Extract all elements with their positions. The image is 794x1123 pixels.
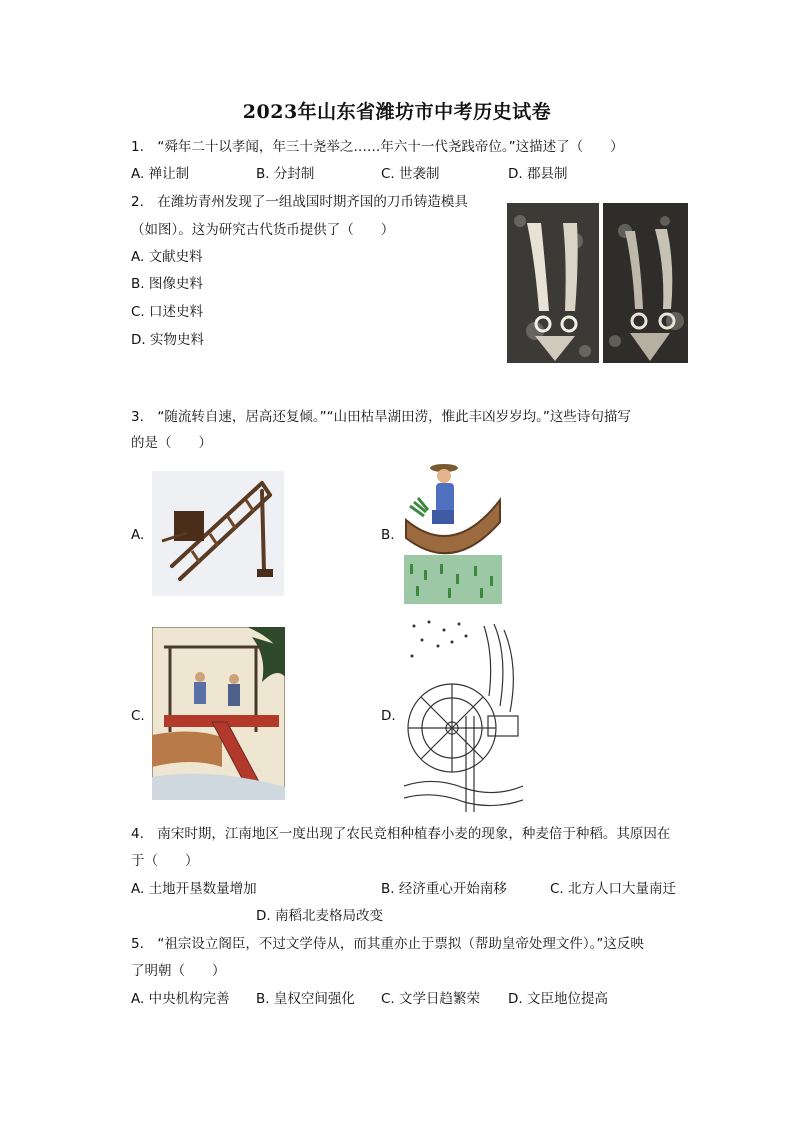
q3-option-a[interactable]: A. [131, 527, 145, 543]
q5-option-c[interactable]: C. 文学日趋繁荣 [381, 991, 481, 1007]
q1-stem: 1. “舜年二十以孝闻，年三十尧举之……年六十一代尧践帝位。”这描述了（ ） [131, 139, 624, 155]
q1-option-d[interactable]: D. 郡县制 [508, 166, 568, 182]
rice-seedling-boat-image [404, 460, 502, 604]
q2-stem-line2: （如图）。这为研究古代货币提供了（ ） [131, 222, 395, 238]
q4-stem-line2: 于（ ） [131, 853, 199, 869]
q4-option-d[interactable]: D. 南稻北麦格局改变 [256, 908, 383, 924]
dragon-backbone-waterwheel-image [152, 471, 284, 596]
q3-option-d[interactable]: D. [381, 708, 396, 724]
q4-option-c[interactable]: C. 北方人口大量南迁 [550, 881, 677, 897]
q3-option-c[interactable]: C. [131, 708, 145, 724]
q1-option-c[interactable]: C. 世袭制 [381, 166, 440, 182]
q5-option-d[interactable]: D. 文臣地位提高 [508, 991, 608, 1007]
q5-option-b[interactable]: B. 皇权空间强化 [256, 991, 355, 1007]
q4-option-b[interactable]: B. 经济重心开始南移 [381, 881, 507, 897]
q1-option-b[interactable]: B. 分封制 [256, 166, 315, 182]
tube-waterwheel-woodcut-image [404, 616, 523, 812]
q2-option-b[interactable]: B. 图像史料 [131, 276, 203, 292]
q5-option-a[interactable]: A. 中央机构完善 [131, 991, 230, 1007]
q3-stem-line2: 的是（ ） [131, 435, 212, 451]
q2-stem-line1: 2. 在潍坊青州发现了一组战国时期齐国的刀币铸造模具 [131, 194, 468, 210]
q4-stem-line1: 4. 南宋时期，江南地区一度出现了农民竞相种植春小麦的现象，种麦倍于种稻。其原因在 [131, 826, 671, 842]
q2-option-a[interactable]: A. 文献史料 [131, 249, 203, 265]
page-title: 2023年山东省潍坊市中考历史试卷 [242, 101, 552, 123]
q5-stem-line2: 了明朝（ ） [131, 963, 226, 979]
q1-option-a[interactable]: A. 禅让制 [131, 166, 190, 182]
q4-option-a[interactable]: A. 土地开垦数量增加 [131, 881, 257, 897]
q2-option-d[interactable]: D. 实物史料 [131, 332, 204, 348]
q3-stem-line1: 3. “随流转自速，居高还复倾。”“山田枯旱湖田涝，惟此丰凶岁岁均。”这些诗句描写 [131, 409, 631, 425]
treadle-water-pump-image [152, 627, 285, 800]
q3-option-b[interactable]: B. [381, 527, 395, 543]
q2-option-c[interactable]: C. 口述史料 [131, 304, 204, 320]
coin-mold-photo [505, 201, 690, 365]
q5-stem-line1: 5. “祖宗设立阁臣，不过文学侍从，而其重亦止于票拟（帮助皇帝处理文件）。”这反映 [131, 936, 644, 952]
